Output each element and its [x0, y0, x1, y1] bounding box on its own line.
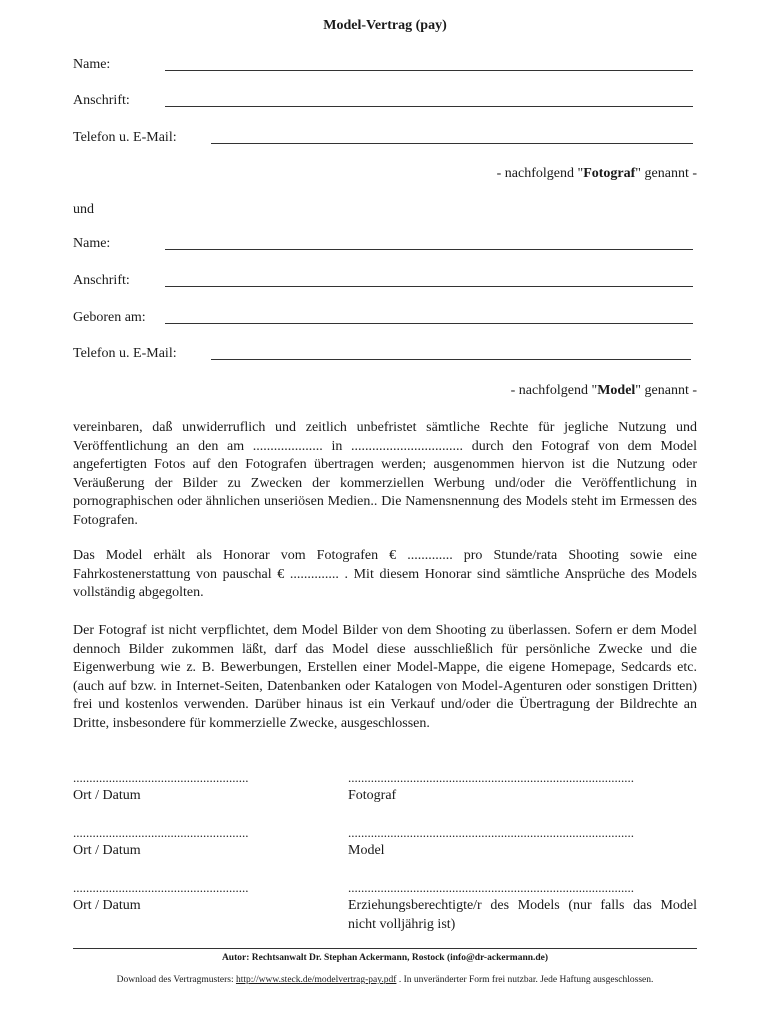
photographer-name-field[interactable]: [165, 70, 693, 71]
download-link[interactable]: http://www.steck.de/modelvertrag-pay.pdf: [235, 975, 397, 985]
signature-line-guardian[interactable]: ........................................................................................: [348, 881, 634, 895]
photographer-name-label: Name:: [73, 57, 111, 72]
place-date-label-2: Ort / Datum: [73, 843, 141, 858]
model-address-field[interactable]: [165, 286, 693, 287]
model-contact-label: Telefon u. E-Mail:: [73, 346, 177, 361]
photographer-designation: - nachfolgend "Fotograf" genannt -: [496, 166, 697, 181]
model-born-field[interactable]: [165, 323, 693, 324]
rights-paragraph: vereinbaren, daß unwiderruflich und zeitlich unbefristet sämtliche Rechte für jegliche Nutzung und Veröffentlichung an den am .................... in ................................ durch den Fotograf von dem Model angefertigten Fotos auf den Fotografen übertragen werden; ausgenommen hiervon ist die Nutzung oder Veräußerung der Bilder zu Zwecken der kommerziellen Werbung und/oder die Veröffentlichung in pornographischen oder ähnlichen unseriösen Medien.. Die Namensnennung des Models steht im Ermessen des Fotografen.: [73, 420, 697, 528]
conjunction-und: und: [73, 202, 94, 217]
guardian-signature-label: Erziehungsberechtigte/r des Models (nur falls das Model nicht volljährig ist): [348, 898, 697, 932]
place-date-label-3: Ort / Datum: [73, 898, 141, 913]
footer-divider: [73, 948, 697, 949]
photographer-signature-label: Fotograf: [348, 788, 397, 803]
model-address-label: Anschrift:: [73, 273, 130, 288]
signature-line-place-date-1[interactable]: ......................................................: [73, 771, 249, 785]
model-designation: - nachfolgend "Model" genannt -: [510, 383, 697, 398]
model-name-label: Name:: [73, 236, 111, 251]
document-title: Model-Vertrag (pay): [323, 18, 447, 33]
model-signature-label: Model: [348, 843, 385, 858]
model-contact-field[interactable]: [211, 359, 691, 360]
photographer-address-label: Anschrift:: [73, 93, 130, 108]
signature-line-photographer[interactable]: ........................................................................................: [348, 771, 634, 785]
photographer-contact-field[interactable]: [211, 143, 693, 144]
signature-line-place-date-3[interactable]: ......................................................: [73, 881, 249, 895]
fee-paragraph: Das Model erhält als Honorar vom Fotografen € ............. pro Stunde/rata Shooting sowie eine Fahrkostenerstattung von pauschal € .............. . Mit diesem Honorar sind sämtliche Ansprüche des Models vollständig abgegolten.: [73, 548, 697, 600]
signature-line-model[interactable]: ........................................................................................: [348, 826, 634, 840]
photographer-address-field[interactable]: [165, 106, 693, 107]
model-name-field[interactable]: [165, 249, 693, 250]
usage-paragraph: Der Fotograf ist nicht verpflichtet, dem Model Bilder von dem Shooting zu überlassen. Sofern er dem Model dennoch Bilder zukommen läßt, darf das Model diese ausschließlich für persönliche Zwecke und die Eigenwerbung wie z. B. Bewerbungen, Erstellen einer Model-Mappe, die eigene Homepage, Sedcards etc. (auch auf bzw. in Internet-Seiten, Datenbanken oder Katalogen von Model-Agenturen oder sonstigen Dritten) frei und kostenlos verwenden. Darüber hinaus ist ein Verkauf und/oder die Übertragung der Bildrechte an Dritte, insbesondere für kommerzielle Zwecke, ausgeschlossen.: [73, 623, 697, 731]
signature-line-place-date-2[interactable]: ......................................................: [73, 826, 249, 840]
photographer-contact-label: Telefon u. E-Mail:: [73, 130, 177, 145]
footer-download: Download des Vertragmusters: http://www.steck.de/modelvertrag-pay.pdf . In unveränderter Form frei nutzbar. Jede Haftung ausgeschlossen.: [116, 975, 654, 985]
place-date-label-1: Ort / Datum: [73, 788, 141, 803]
model-born-label: Geboren am:: [73, 310, 146, 325]
footer-author: Autor: Rechtsanwalt Dr. Stephan Ackermann, Rostock (info@dr-ackermann.de): [221, 953, 549, 963]
